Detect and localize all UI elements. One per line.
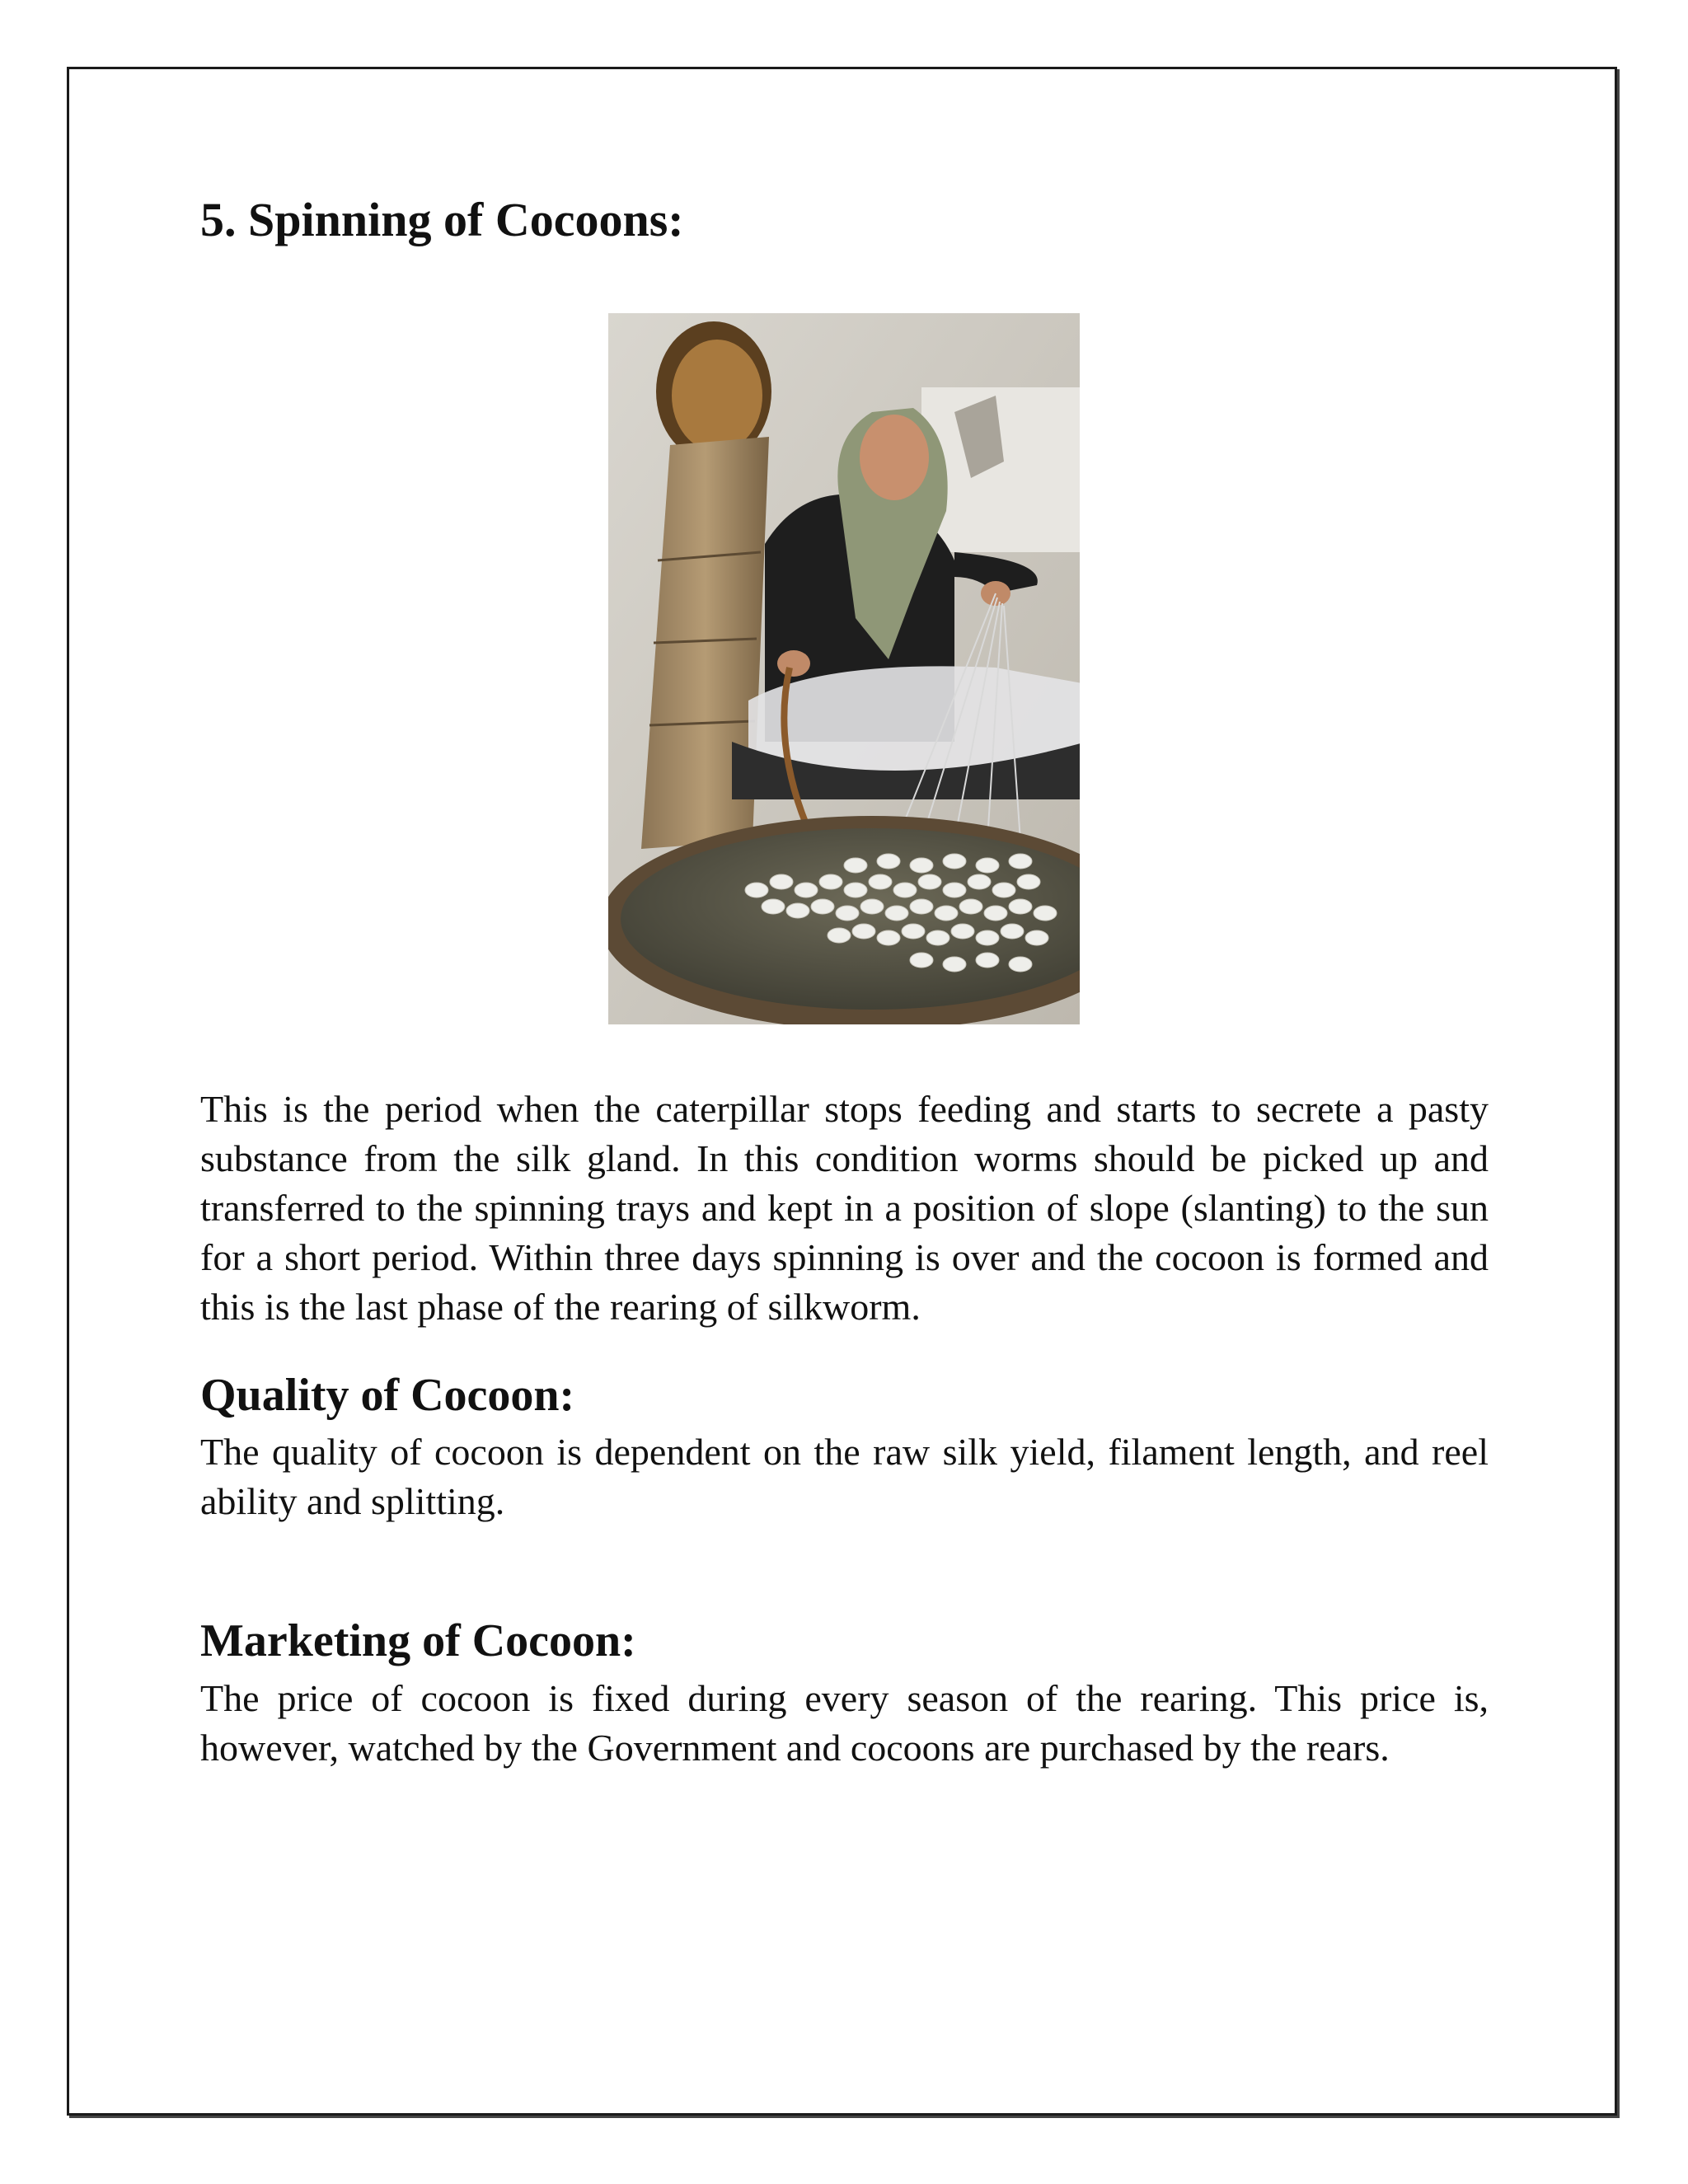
paragraph-marketing: The price of cocoon is fixed during every season of the rearing. This price is, however, watched by the Government and cocoons are purchased by the rears. (200, 1677, 1489, 1769)
photo-illustration (608, 313, 1080, 1024)
heading-marketing-of-cocoon: Marketing of Cocoon: (200, 1615, 636, 1666)
photo-cocoon-reeling (608, 313, 1080, 1024)
section-heading-spinning: 5. Spinning of Cocoons: (200, 193, 684, 246)
paragraph-spinning: This is the period when the caterpillar stops feeding and starts to secrete a pasty substance from the silk gland. In this condition worms should be picked up and transferred to the spinning trays and kept in a position of slope (slanting) to the sun for a short period. Within three days spinning is over and the cocoon is formed and this is the last phase of the rearing of silkworm. (200, 1088, 1489, 1328)
paragraph-quality: The quality of cocoon is dependent on the raw silk yield, filament length, and reel ability and splitting. (200, 1431, 1489, 1522)
heading-quality-of-cocoon: Quality of Cocoon: (200, 1370, 575, 1421)
